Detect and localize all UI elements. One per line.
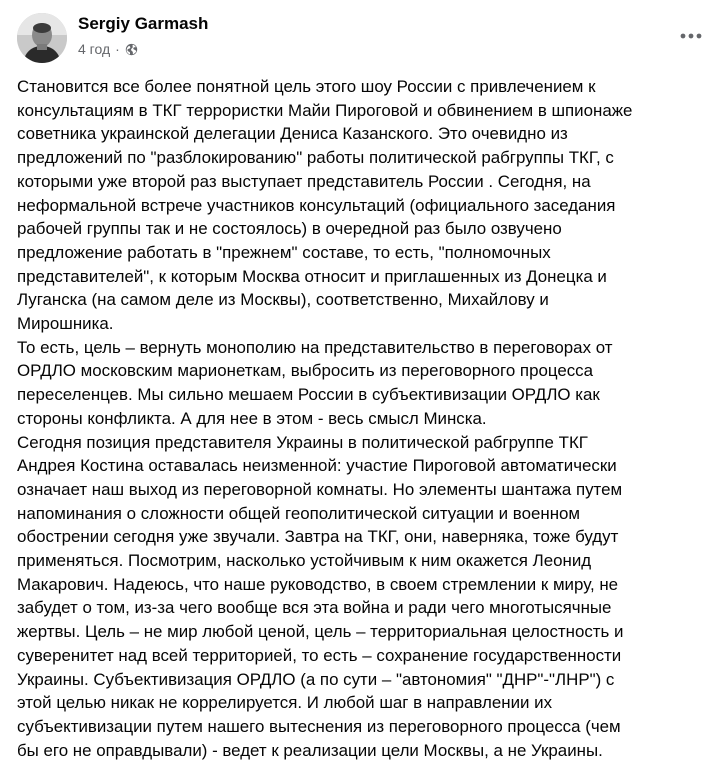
post-text-line: субъективизации путем нашего вытеснения из переговорного процесса (чем: [17, 716, 621, 736]
post-text-line: предложение работать в "прежнем" составе, то есть, "полномочных: [17, 242, 551, 262]
post-text-line: Луганска (на самом деле из Москвы), соответственно, Михайлову и: [17, 290, 549, 310]
post-text-line: напоминания о сложности общей геополитической ситуации и военном: [17, 503, 581, 523]
post-text-line: обострении сегодня уже звучали. Завтра на ТКГ, они, наверняка, тоже будут: [17, 527, 619, 547]
post-text-line: представителей", к которым Москва относит и приглашенных из Донецка и: [17, 266, 607, 286]
post-text-line: забудет о том, из-за чего вообще вся эта война и ради чего многотысячные: [17, 598, 612, 618]
post-text-line: переселенцев. Мы сильно мешаем России в субъективизации ОРДЛО как: [17, 385, 600, 405]
post-text-line: применяться. Посмотрим, насколько устойчивым к ним окажется Леонид: [17, 551, 592, 571]
post-text-line: Сегодня позиция представителя Украины в политической рабгруппе ТКГ: [17, 432, 588, 452]
post-text-line: бы его не оправдывали) - ведет к реализации цели Москвы, а не Украины.: [17, 740, 603, 760]
post-text-line: жертвы. Цель – не мир любой ценой, цель – территориальная целостность и: [17, 622, 624, 642]
meta-separator: ·: [115, 41, 120, 57]
post-text-line: этой целью никак не коррелируется. И любой шаг в направлении их: [17, 693, 553, 713]
author-avatar[interactable]: [17, 13, 67, 63]
post-text-line: неформальной встрече участников консультаций (официального заседания: [17, 195, 616, 215]
post-text-line: Макарович. Надеюсь, что наше руководство, в своем стремлении к миру, не: [17, 574, 619, 594]
post-options-button[interactable]: [673, 22, 709, 50]
post-text-line: Украины. Субъективизация ОРДЛО (а по сути – "автономия" "ДНР"-"ЛНР") с: [17, 669, 615, 689]
post-text-line: предложений по "разблокированию" работы политической рабгруппы ТКГ, с: [17, 148, 614, 168]
globe-icon[interactable]: [125, 43, 138, 56]
post-text-line: суверенитет над всей территорией, то есть – сохранение государственности: [17, 645, 622, 665]
more-horizontal-icon: [680, 33, 702, 39]
post-text-line: которыми уже второй раз выступает представитель России . Сегодня, на: [17, 171, 591, 191]
post-text-line: То есть, цель – вернуть монополию на представительство в переговорах от: [17, 337, 613, 357]
post-text-line: рабочей группы так и не состоялось) в очередной раз было озвучено: [17, 219, 562, 239]
post-body-text: [17, 75, 707, 762]
post-text-line: Мирошника.: [17, 314, 114, 334]
post-text-line: ОРДЛО московским марионеткам, выбросить из переговорного процесса: [17, 361, 594, 381]
post-timestamp-link[interactable]: 4 год: [78, 41, 111, 57]
post-text-line: означает наш выход из переговорной комнаты. Но элементы шантажа путем: [17, 479, 623, 499]
avatar-photo-icon: [17, 13, 67, 63]
post-text-line: Становится все более понятной цель этого шоу России с привлечением к: [17, 77, 596, 96]
post-meta: [78, 41, 138, 57]
author-name-link[interactable]: Sergiy Garmash: [78, 14, 209, 33]
post-text-line: стороны конфликта. А для нее в этом - весь смысл Минска.: [17, 408, 487, 428]
post-text-line: советника украинской делегации Дениса Казанского. Это очевидно из: [17, 124, 568, 144]
post-text-line: консультациям в ТКГ террористки Майи Пироговой и обвинением в шпионаже: [17, 100, 633, 120]
post-text-line: Андрея Костина оставалась неизменной: участие Пироговой автоматически: [17, 456, 617, 476]
